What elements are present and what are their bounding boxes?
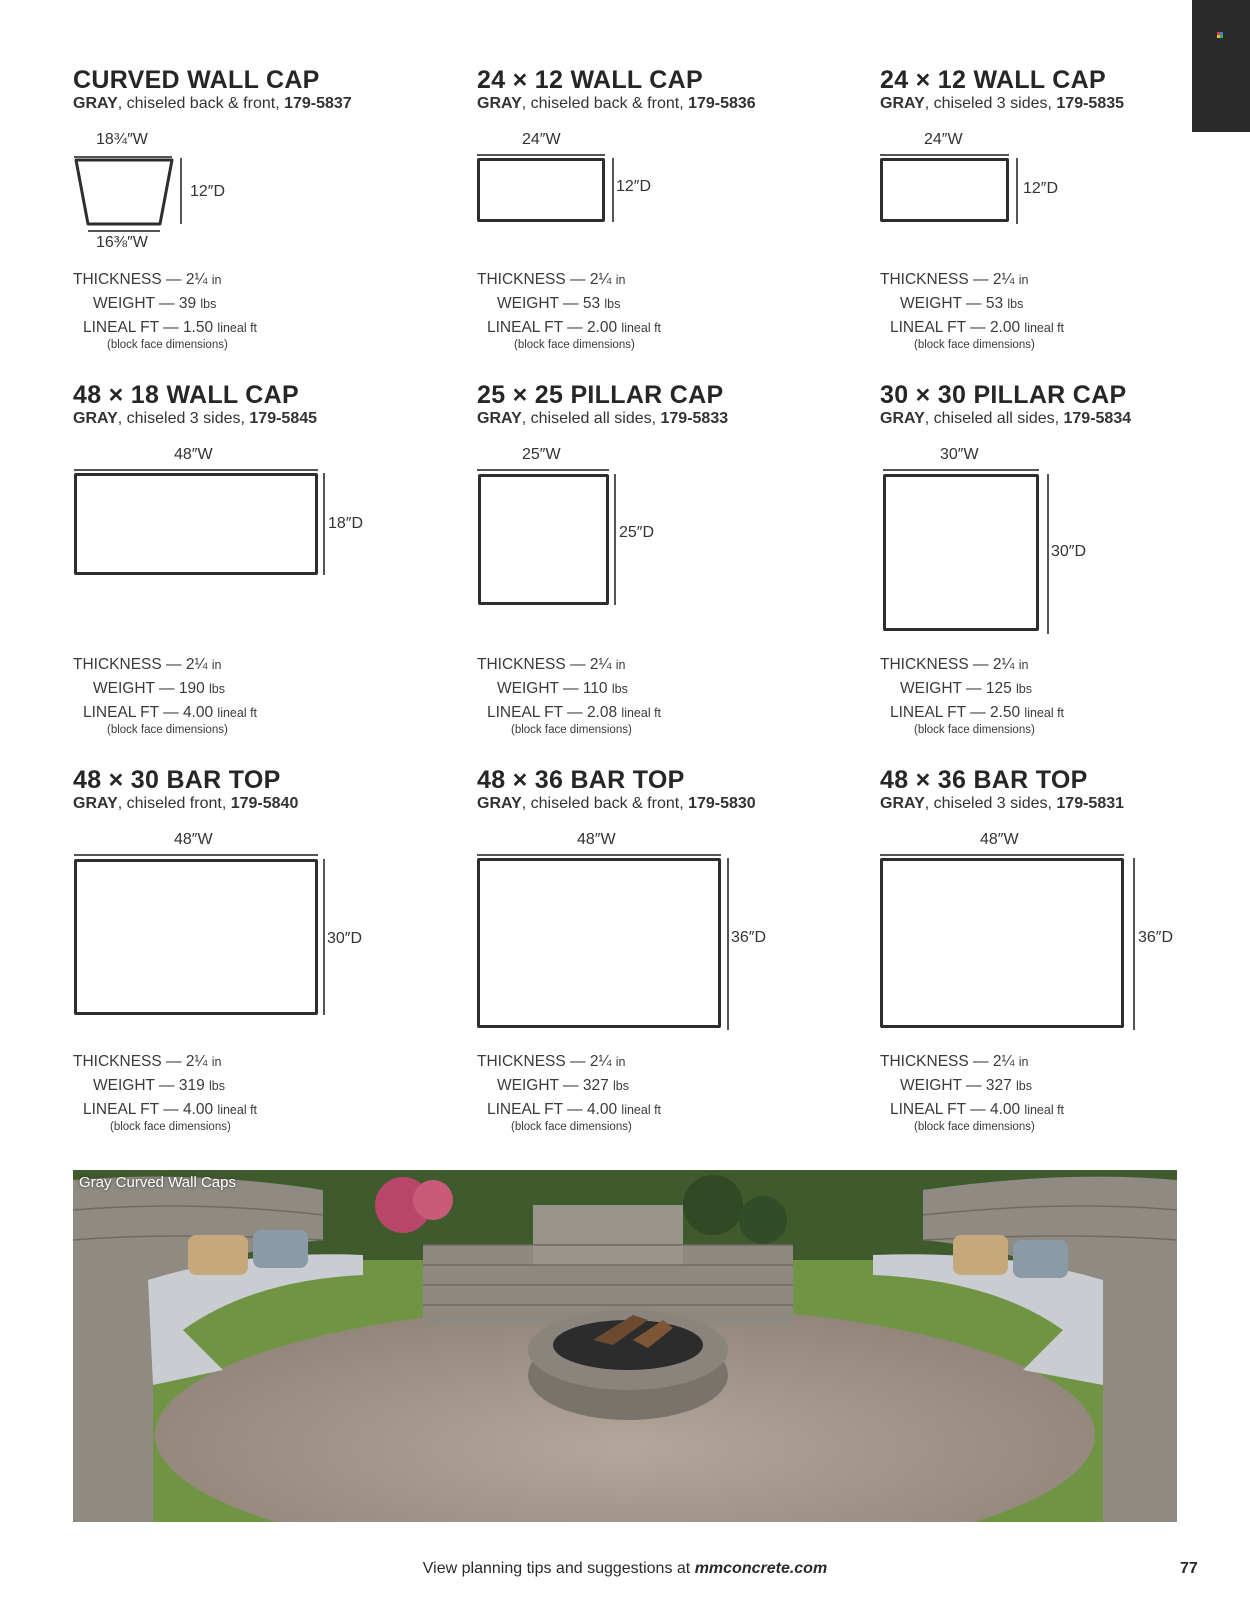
product-title: 48 × 36 BAR TOP — [880, 766, 1088, 794]
width-dimension-line — [477, 154, 605, 156]
width-label: 48″W — [174, 446, 213, 463]
product-subtitle: GRAY, chiseled 3 sides, 179-5835 — [880, 95, 1125, 112]
product-subtitle: GRAY, chiseled all sides, 179-5834 — [880, 410, 1132, 427]
product-title: 48 × 36 BAR TOP — [477, 766, 685, 794]
product-48x30-bar-top — [73, 766, 433, 814]
curved-cap-shape — [74, 158, 174, 228]
depth-dimension-line — [727, 858, 729, 1030]
product-title: 24 × 12 WALL CAP — [880, 66, 1106, 94]
depth-label: 12″D — [1023, 180, 1059, 197]
depth-dimension-line — [1016, 158, 1018, 224]
cap-shape — [478, 474, 609, 605]
product-subtitle: GRAY, chiseled back & front, 179-5837 — [73, 95, 352, 112]
product-48x18-wall-cap — [73, 381, 433, 429]
width-label: 18¾″W — [96, 131, 148, 148]
depth-label: 36″D — [1138, 929, 1174, 946]
specs: THICKNESS — 2¼ in WEIGHT — 190 lbs LINEAL FT — 4.00 lineal ft (block face dimensions) — [73, 656, 258, 736]
depth-label: 30″D — [1051, 543, 1087, 560]
patio-photo — [73, 1170, 1177, 1522]
product-subtitle: GRAY, chiseled all sides, 179-5833 — [477, 410, 729, 427]
width-dimension-line — [883, 469, 1039, 471]
width-dimension-line — [477, 469, 609, 471]
depth-dimension-line — [614, 474, 616, 605]
depth-label: 12″D — [190, 183, 226, 200]
depth-label: 12″D — [616, 178, 652, 195]
specs: THICKNESS — 2¼ in WEIGHT — 327 lbs LINEAL FT — 4.00 lineal ft (block face dimensions) — [477, 1053, 662, 1133]
cap-shape — [74, 473, 318, 575]
depth-label: 25″D — [619, 524, 655, 541]
width-label: 48″W — [174, 831, 213, 848]
width-dimension-line — [880, 854, 1124, 856]
product-title: 25 × 25 PILLAR CAP — [477, 381, 724, 409]
depth-dimension-line — [612, 158, 614, 222]
depth-dimension-line — [1133, 858, 1135, 1030]
website-link[interactable]: mmconcrete.com — [694, 1560, 828, 1577]
width-dimension-line — [74, 469, 318, 471]
width-label: 48″W — [980, 831, 1019, 848]
photo-caption: Gray Curved Wall Caps — [79, 1174, 236, 1191]
bottom-width-label: 16⅜″W — [96, 234, 148, 251]
cap-shape — [477, 158, 605, 222]
color-dots-icon — [1217, 32, 1223, 38]
product-subtitle: GRAY, chiseled back & front, 179-5830 — [477, 795, 756, 812]
product-title: CURVED WALL CAP — [73, 66, 320, 94]
specs: THICKNESS — 2¼ in WEIGHT — 319 lbs LINEAL FT — 4.00 lineal ft (block face dimensions) — [73, 1053, 258, 1133]
product-24x12-wall-cap-3-sides — [880, 66, 1240, 114]
product-title: 24 × 12 WALL CAP — [477, 66, 703, 94]
product-subtitle: GRAY, chiseled 3 sides, 179-5831 — [880, 795, 1125, 812]
footer-text: View planning tips and suggestions at mmconcrete.com — [422, 1560, 828, 1577]
specs: THICKNESS — 2¼ in WEIGHT — 327 lbs LINEAL FT — 4.00 lineal ft (block face dimensions) — [880, 1053, 1065, 1133]
cap-shape — [883, 474, 1039, 631]
cap-shape — [880, 858, 1124, 1028]
product-48x36-bar-top-back-front — [477, 766, 837, 814]
cap-shape — [74, 859, 318, 1015]
patio-illustration — [73, 1170, 1177, 1522]
product-title: 30 × 30 PILLAR CAP — [880, 381, 1127, 409]
depth-dimension-line — [323, 859, 325, 1015]
width-dimension-line — [880, 154, 1009, 156]
width-dimension-line — [477, 854, 721, 856]
product-30x30-pillar-cap — [880, 381, 1240, 429]
product-subtitle: GRAY, chiseled 3 sides, 179-5845 — [73, 410, 318, 427]
depth-label: 18″D — [328, 515, 364, 532]
product-25x25-pillar-cap — [477, 381, 837, 429]
product-title: 48 × 30 BAR TOP — [73, 766, 281, 794]
product-subtitle: GRAY, chiseled back & front, 179-5836 — [477, 95, 756, 112]
product-48x36-bar-top-3-sides — [880, 766, 1240, 814]
specs: THICKNESS — 2¼ in WEIGHT — 53 lbs LINEAL FT — 2.00 lineal ft (block face dimensions) — [477, 271, 662, 351]
cap-shape — [880, 158, 1009, 222]
width-dimension-line — [74, 854, 318, 856]
width-label: 24″W — [522, 131, 561, 148]
width-label: 25″W — [522, 446, 561, 463]
specs: THICKNESS — 2¼ in WEIGHT — 110 lbs LINEAL FT — 2.08 lineal ft (block face dimensions) — [477, 656, 662, 736]
specs: THICKNESS — 2¼ in WEIGHT — 53 lbs LINEAL FT — 2.00 lineal ft (block face dimensions) — [880, 271, 1065, 351]
product-title: 48 × 18 WALL CAP — [73, 381, 299, 409]
specs: THICKNESS — 2¼ in WEIGHT — 125 lbs LINEAL FT — 2.50 lineal ft (block face dimensions) — [880, 656, 1065, 736]
page-number: 77 — [1180, 1560, 1198, 1577]
depth-label: 30″D — [327, 930, 363, 947]
width-label: 48″W — [577, 831, 616, 848]
specs: THICKNESS — 2¼ in WEIGHT — 39 lbs LINEAL FT — 1.50 lineal ft (block face dimensions) — [73, 271, 258, 351]
depth-label: 36″D — [731, 929, 767, 946]
width-label: 24″W — [924, 131, 963, 148]
depth-dimension-line — [1047, 474, 1049, 634]
product-subtitle: GRAY, chiseled front, 179-5840 — [73, 795, 299, 812]
cap-shape — [477, 858, 721, 1028]
product-curved-wall-cap — [73, 66, 433, 114]
width-label: 30″W — [940, 446, 979, 463]
depth-dimension-line — [180, 158, 182, 224]
bottom-dimension-line — [88, 230, 160, 232]
product-24x12-wall-cap-back-front — [477, 66, 837, 114]
depth-dimension-line — [323, 473, 325, 575]
